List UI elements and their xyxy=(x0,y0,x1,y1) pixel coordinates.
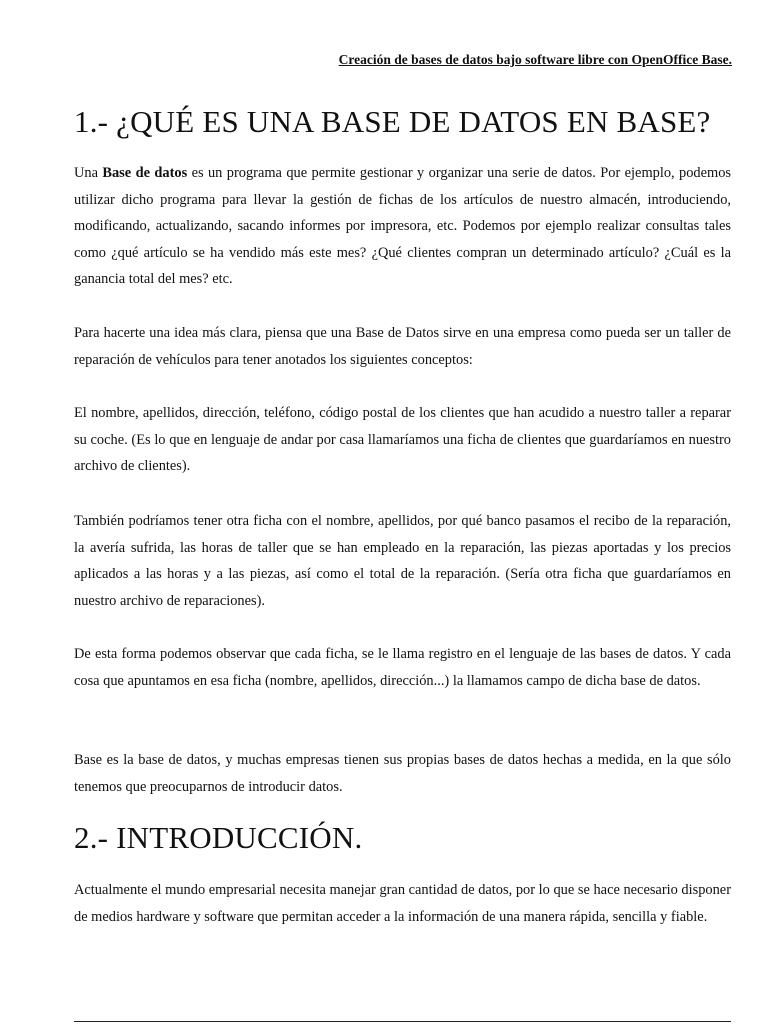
paragraph-lead-text: Una xyxy=(74,165,103,181)
paragraph-body-text: es un programa que permite gestionar y organizar una serie de datos. Por ejemplo, podemos utilizar dicho programa para llevar la gestión de fichas de los artículos de nuestro almacén, introduciendo, modificando, actualizando, sacando informes por impresora, etc. Podemos por ejemplo realizar consultas tales como ¿qué artículo se ha vendido más este mes? ¿Qué clientes compran un determinado artículo? ¿Cuál es la ganancia total del mes? etc. xyxy=(74,165,731,287)
section-1-paragraph-5: De esta forma podemos observar que cada ficha, se le llama registro en el lenguaje de las bases de datos. Y cada cosa que apuntamos en esa ficha (nombre, apellidos, dirección...) la llamamos campo de dicha base de datos. xyxy=(74,646,731,689)
footer-divider xyxy=(74,1021,731,1022)
section-2-heading: 2.- INTRODUCCIÓN. xyxy=(74,820,363,855)
section-1-paragraph-4: También podríamos tener otra ficha con el nombre, apellidos, por qué banco pasamos el recibo de la reparación, la avería sufrida, las horas de taller que se han empleado en la reparación, las piezas aportadas y los precios aplicados a las horas y a las piezas, así como el total de la reparación. (Sería otra ficha que guardaríamos en nuestro archivo de reparaciones). xyxy=(74,513,731,609)
section-1-paragraph-2: Para hacerte una idea más clara, piensa que una Base de Datos sirve en una empresa como pueda ser un taller de reparación de vehículos para tener anotados los siguientes conceptos: xyxy=(74,325,731,368)
section-1-paragraph-3: El nombre, apellidos, dirección, teléfono, código postal de los clientes que han acudido a nuestro taller a reparar su coche. (Es lo que en lenguaje de andar por casa llamaríamos una ficha de clientes que guardaríamos en nuestro archivo de clientes). xyxy=(74,405,731,474)
section-1-paragraph-6: Base es la base de datos, y muchas empresas tienen sus propias bases de datos hechas a medida, en la que sólo tenemos que preocuparnos de introducir datos. xyxy=(74,752,731,795)
section-1-paragraph-1 xyxy=(74,160,731,293)
running-header: Creación de bases de datos bajo software libre con OpenOffice Base. xyxy=(338,52,732,67)
bold-term-base-de-datos: Base de datos xyxy=(102,165,188,181)
section-2-paragraph-1: Actualmente el mundo empresarial necesita manejar gran cantidad de datos, por lo que se hace necesario disponer de medios hardware y software que permitan acceder a la información de una manera rápida, sencilla y fiable. xyxy=(74,882,731,925)
section-1-heading: 1.- ¿QUÉ ES UNA BASE DE DATOS EN BASE? xyxy=(74,104,711,139)
